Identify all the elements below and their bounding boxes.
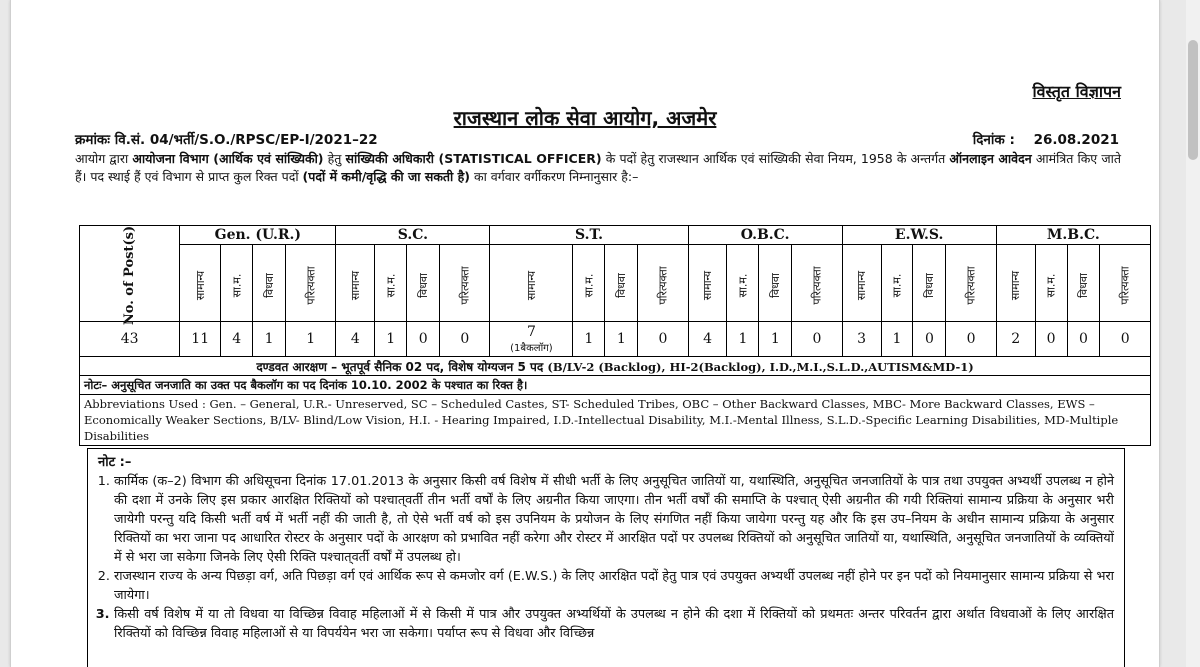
value-cell: 7 (1बैकलॉग) bbox=[490, 322, 573, 357]
scrollbar-thumb[interactable] bbox=[1188, 40, 1198, 160]
document-page bbox=[10, 0, 1160, 667]
value-cell: 0 bbox=[1035, 322, 1067, 357]
value-cell: 4 bbox=[688, 322, 727, 357]
value-cell: 0 bbox=[407, 322, 440, 357]
value-cell: 11 bbox=[180, 322, 221, 357]
notes-section bbox=[87, 448, 1125, 667]
sub-header: सामान्य bbox=[688, 245, 727, 322]
group-header: O.B.C. bbox=[688, 226, 842, 245]
value-cell: 4 bbox=[336, 322, 375, 357]
values-row bbox=[80, 322, 1151, 357]
group-header: Gen. (U.R.) bbox=[180, 226, 336, 245]
list-item: 2. राजस्थान राज्य के अन्य पिछड़ा वर्ग, अति पिछड़ा वर्ग एवं आर्थिक रूप से कमजोर वर्ग (E.W.S.) के लिए आरक्षित पदों हेतु पात्र एवं उपयुक्त अभ्यर्थी उपलब्ध नहीं होने पर इन पदों को नियमानुसार सामान्य प्रक्रिया से भरा जायेगा। bbox=[114, 567, 1114, 605]
value-cell: 3 bbox=[842, 322, 881, 357]
ref-label: क्रमांकः bbox=[75, 132, 111, 148]
sub-header: सामान्य bbox=[336, 245, 375, 322]
date-label: दिनांक : bbox=[972, 132, 1015, 148]
sub-header: सा.म. bbox=[375, 245, 407, 322]
org-name: राजस्थान लोक सेवा आयोग, अजमेर bbox=[453, 106, 717, 130]
sub-header: परित्यक्ता bbox=[440, 245, 490, 322]
total-posts-header: No. of Post(s) bbox=[80, 226, 180, 322]
ad-label: विस्तृत विज्ञापन bbox=[1032, 82, 1121, 101]
group-header: E.W.S. bbox=[842, 226, 996, 245]
sub-header: सा.म. bbox=[881, 245, 913, 322]
sub-header: विधवा bbox=[759, 245, 792, 322]
sub-header: परित्यक्ता bbox=[1100, 245, 1151, 322]
vertical-scrollbar[interactable] bbox=[1186, 0, 1200, 667]
total-posts-value: 43 bbox=[80, 322, 180, 357]
group-header: M.B.C. bbox=[996, 226, 1150, 245]
sub-header: परित्यक्ता bbox=[638, 245, 688, 322]
date-value: 26.08.2021 bbox=[1033, 132, 1119, 148]
sub-header: सा.म. bbox=[221, 245, 253, 322]
reservation-row: दण्डवत आरक्षण – भूतपूर्व सैनिक 02 पद, विशेष योग्यजन 5 पद (B/LV-2 (Backlog), HI-2(Backlog), I.D.,M.I.,S.L.D.,AUTISM&MD-1) bbox=[80, 357, 1151, 376]
list-item: 3. किसी वर्ष विशेष में या तो विधवा या विच्छिन्न विवाह महिलाओं में से किसी में पात्र और उपयुक्त अभ्यर्थियों के उपलब्ध न होने की दशा में रिक्तियों को प्रथमतः अन्तर परिवर्तन द्वारा अर्थात विधवाओं के लिए आरक्षित रिक्तियों को विच्छिन्न विवाह महिलाओं से या विपर्ययेन भरा जा सकेगा। पर्याप्त रूप से विधवा और विच्छिन्न bbox=[114, 605, 1114, 643]
reference-row bbox=[75, 130, 1119, 148]
value-cell: 1 bbox=[573, 322, 605, 357]
list-item: 1. कार्मिक (क–2) विभाग की अधिसूचना दिनांक 17.01.2013 के अनुसार किसी वर्ष विशेष में सीधी भर्ती के लिए अनुसूचित जातियों या, यथास्थिति, अनुसूचित जनजातियों के पात्र तथा उपयुक्त अभ्यर्थी उपलब्ध न होने की दशा में उनके लिए इस प्रकार आरक्षित रिक्तियों को पश्चात्‌वर्ती तीन भर्ती वर्षों के लिए अग्रनीत किया जाएगा। तीन भर्ती वर्षों की समाप्ति के पश्चात्‌ ऐसी अग्रनीत की गयी रिक्तियां सामान्य प्रक्रिया के अनुसार भरी जायेगी परन्तु यदि किसी भर्ती वर्ष में भर्ती नहीं की जाती है, तो ऐसे भर्ती वर्ष को इस उपनियम के प्रयोजन के लिए संगणित नहीं किया जायेगा परन्तु यह और कि इस उप–नियम के अधीन सामान्य प्रक्रिया के अनुसार रिक्तियों का भरा जाना पद आधारित रोस्टर के अनुसार पदों के आरक्षण को प्रभावित नहीं करेगा और रोस्टर में आरक्षित पदों पर उपलब्ध रिक्तियों को अनुसूचित जातियों या, यथास्थिति, अनुसूचित जनजातियों के व्यक्तियों में से भरा जा सकेगा जिनके लिए ऐसी रिक्ति पश्चात्‌वर्ती वर्षों में उपलब्ध हो। bbox=[114, 472, 1114, 567]
notes-heading: नोट :– bbox=[98, 455, 132, 470]
value-cell: 0 bbox=[1067, 322, 1100, 357]
ref-number: वि.सं. 04/भर्ती/S.O./RPSC/EP-I/2021–22 bbox=[114, 132, 378, 148]
sub-header: विधवा bbox=[605, 245, 638, 322]
value-cell: 0 bbox=[1100, 322, 1151, 357]
backlog-note-row: नोटः– अनुसूचित जनजाति का उक्त पद बैकलॉग का पद दिनांक 10.10. 2002 के पश्चात का रिक्त है। bbox=[80, 376, 1151, 395]
value-cell: 4 bbox=[221, 322, 253, 357]
value-cell: 1 bbox=[375, 322, 407, 357]
posts-table bbox=[79, 225, 1151, 446]
sub-header: विधवा bbox=[913, 245, 946, 322]
value-cell: 0 bbox=[792, 322, 842, 357]
notes-list bbox=[98, 472, 1114, 643]
intro-paragraph: आयोग द्वारा आयोजना विभाग (आर्थिक एवं सांख्यिकी) हेतु सांख्यिकी अधिकारी (STATISTICAL OFFICER) के पदों हेतु राजस्थान आर्थिक एवं सांख्यिकी सेवा नियम, 1958 के अन्तर्गत ऑनलाइन आवेदन आमंत्रित किए जाते हैं। पद स्थाई हैं एवं विभाग से प्राप्त कुल रिक्त पदों (पदों में कमी/वृद्धि की जा सकती है) का वर्गवार वर्गीकरण निम्नानुसार है:– bbox=[75, 151, 1121, 184]
value-cell: 0 bbox=[440, 322, 490, 357]
sub-header: विधवा bbox=[1067, 245, 1100, 322]
value-cell: 1 bbox=[286, 322, 336, 357]
value-cell: 1 bbox=[605, 322, 638, 357]
sub-header: सा.म. bbox=[1035, 245, 1067, 322]
value-cell: 1 bbox=[759, 322, 792, 357]
value-cell: 2 bbox=[996, 322, 1035, 357]
group-header: S.C. bbox=[336, 226, 490, 245]
value-cell: 1 bbox=[727, 322, 759, 357]
value-cell: 1 bbox=[253, 322, 286, 357]
value-cell: 0 bbox=[638, 322, 688, 357]
sub-header: सामान्य bbox=[180, 245, 221, 322]
sub-header: सामान्य bbox=[842, 245, 881, 322]
value-cell: 0 bbox=[913, 322, 946, 357]
sub-header: विधवा bbox=[253, 245, 286, 322]
sub-header: परित्यक्ता bbox=[946, 245, 996, 322]
sub-header: विधवा bbox=[407, 245, 440, 322]
sub-header: परित्यक्ता bbox=[792, 245, 842, 322]
abbreviations-row: Abbreviations Used : Gen. – General, U.R.- Unreserved, SC – Scheduled Castes, ST- Scheduled Tribes, OBC – Other Backward Classes, MBC- More Backward Classes, EWS – Economically Weaker Sections, B/LV- Blind/Low Vision, H.I. - Hearing Impaired, I.D.-Intellectual Disability, M.I.-Mental Illness, S.L.D.-Specific Learning Disabilities, MD-Multiple Disabilities bbox=[80, 395, 1151, 446]
sub-header: परित्यक्ता bbox=[286, 245, 336, 322]
group-header: S.T. bbox=[490, 226, 688, 245]
value-cell: 0 bbox=[946, 322, 996, 357]
sub-header: सामान्य bbox=[490, 245, 573, 322]
value-cell: 1 bbox=[881, 322, 913, 357]
st-backlog-note: (1बैकलॉग) bbox=[510, 343, 553, 354]
sub-header: सा.म. bbox=[727, 245, 759, 322]
sub-header: सामान्य bbox=[996, 245, 1035, 322]
sub-header: सा.म. bbox=[573, 245, 605, 322]
